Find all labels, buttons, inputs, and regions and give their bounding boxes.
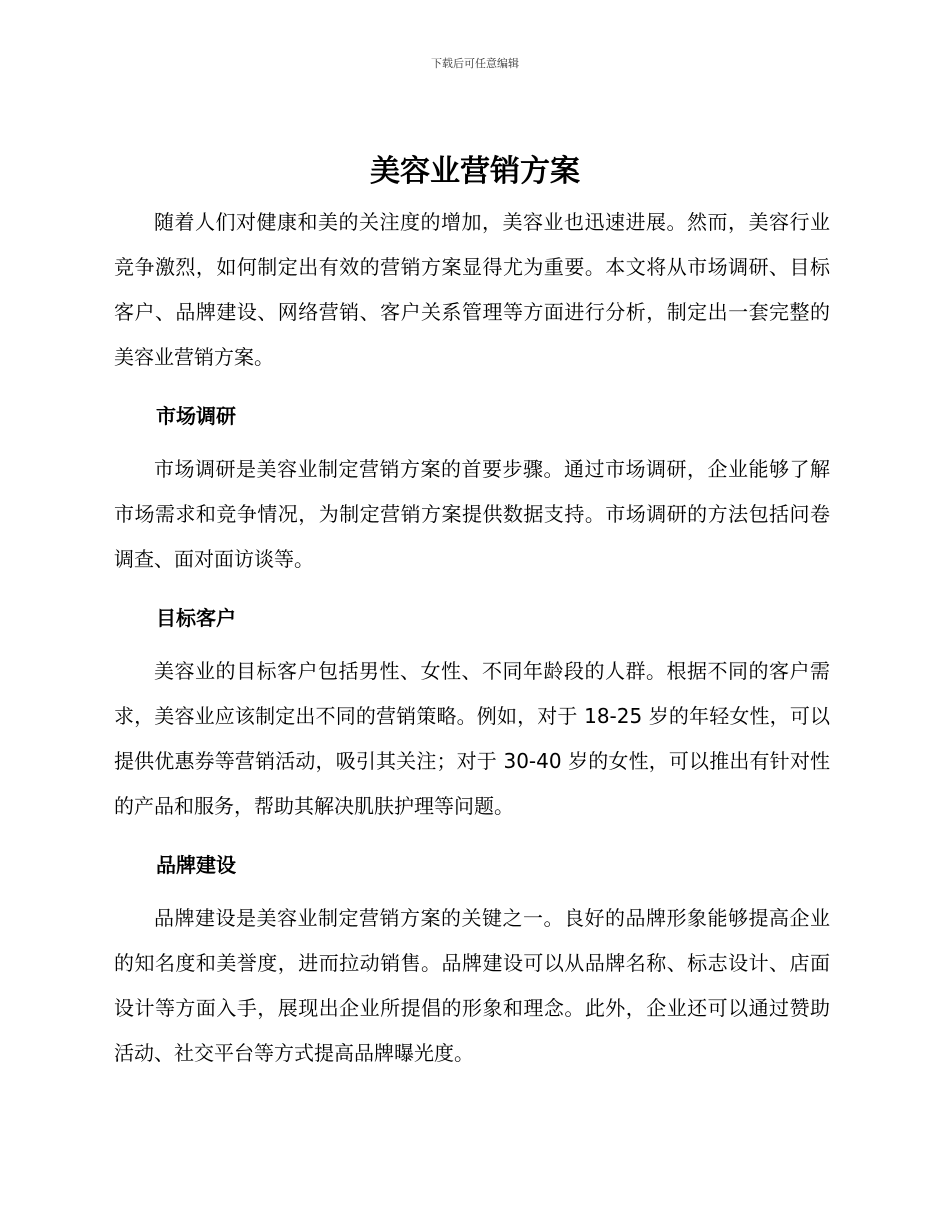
section-heading-market-research: 市场调研 [156, 404, 236, 428]
section-body-market-research: 市场调研是美容业制定营销方案的首要步骤。通过市场调研，企业能够了解市场需求和竞争情况，为制定营销方案提供数据支持。市场调研的方法包括问卷调查、面对面访谈等。 [114, 457, 830, 571]
section-heading-brand-building: 品牌建设 [156, 853, 236, 877]
document-body [114, 200, 830, 1076]
document-title: 美容业营销方案 [370, 154, 580, 189]
section-body-brand-building: 品牌建设是美容业制定营销方案的关键之一。良好的品牌形象能够提高企业的知名度和美誉度，进而拉动销售。品牌建设可以从品牌名称、标志设计、店面设计等方面入手，展现出企业所提倡的形象和理念。此外，企业还可以通过赞助活动、社交平台等方式提高品牌曝光度。 [114, 906, 830, 1065]
intro-paragraph: 随着人们对健康和美的关注度的增加，美容业也迅速进展。然而，美容行业竞争激烈，如何制定出有效的营销方案显得尤为重要。本文将从市场调研、目标客户、品牌建设、网络营销、客户关系管理等方面进行分析，制定出一套完整的美容业营销方案。 [114, 210, 830, 369]
section-heading-target-customers: 目标客户 [156, 606, 236, 630]
section-body-target-customers: 美容业的目标客户包括男性、女性、不同年龄段的人群。根据不同的客户需求，美容业应该制定出不同的营销策略。例如，对于 18-25 岁的年轻女性，可以提供优惠券等营销活动，吸引其关注；对于 30-40 岁的女性，可以推出有针对性的产品和服务，帮助其解决肌肤护理等问题。 [114, 659, 830, 818]
header-note: 下载后可任意编辑 [431, 57, 519, 70]
